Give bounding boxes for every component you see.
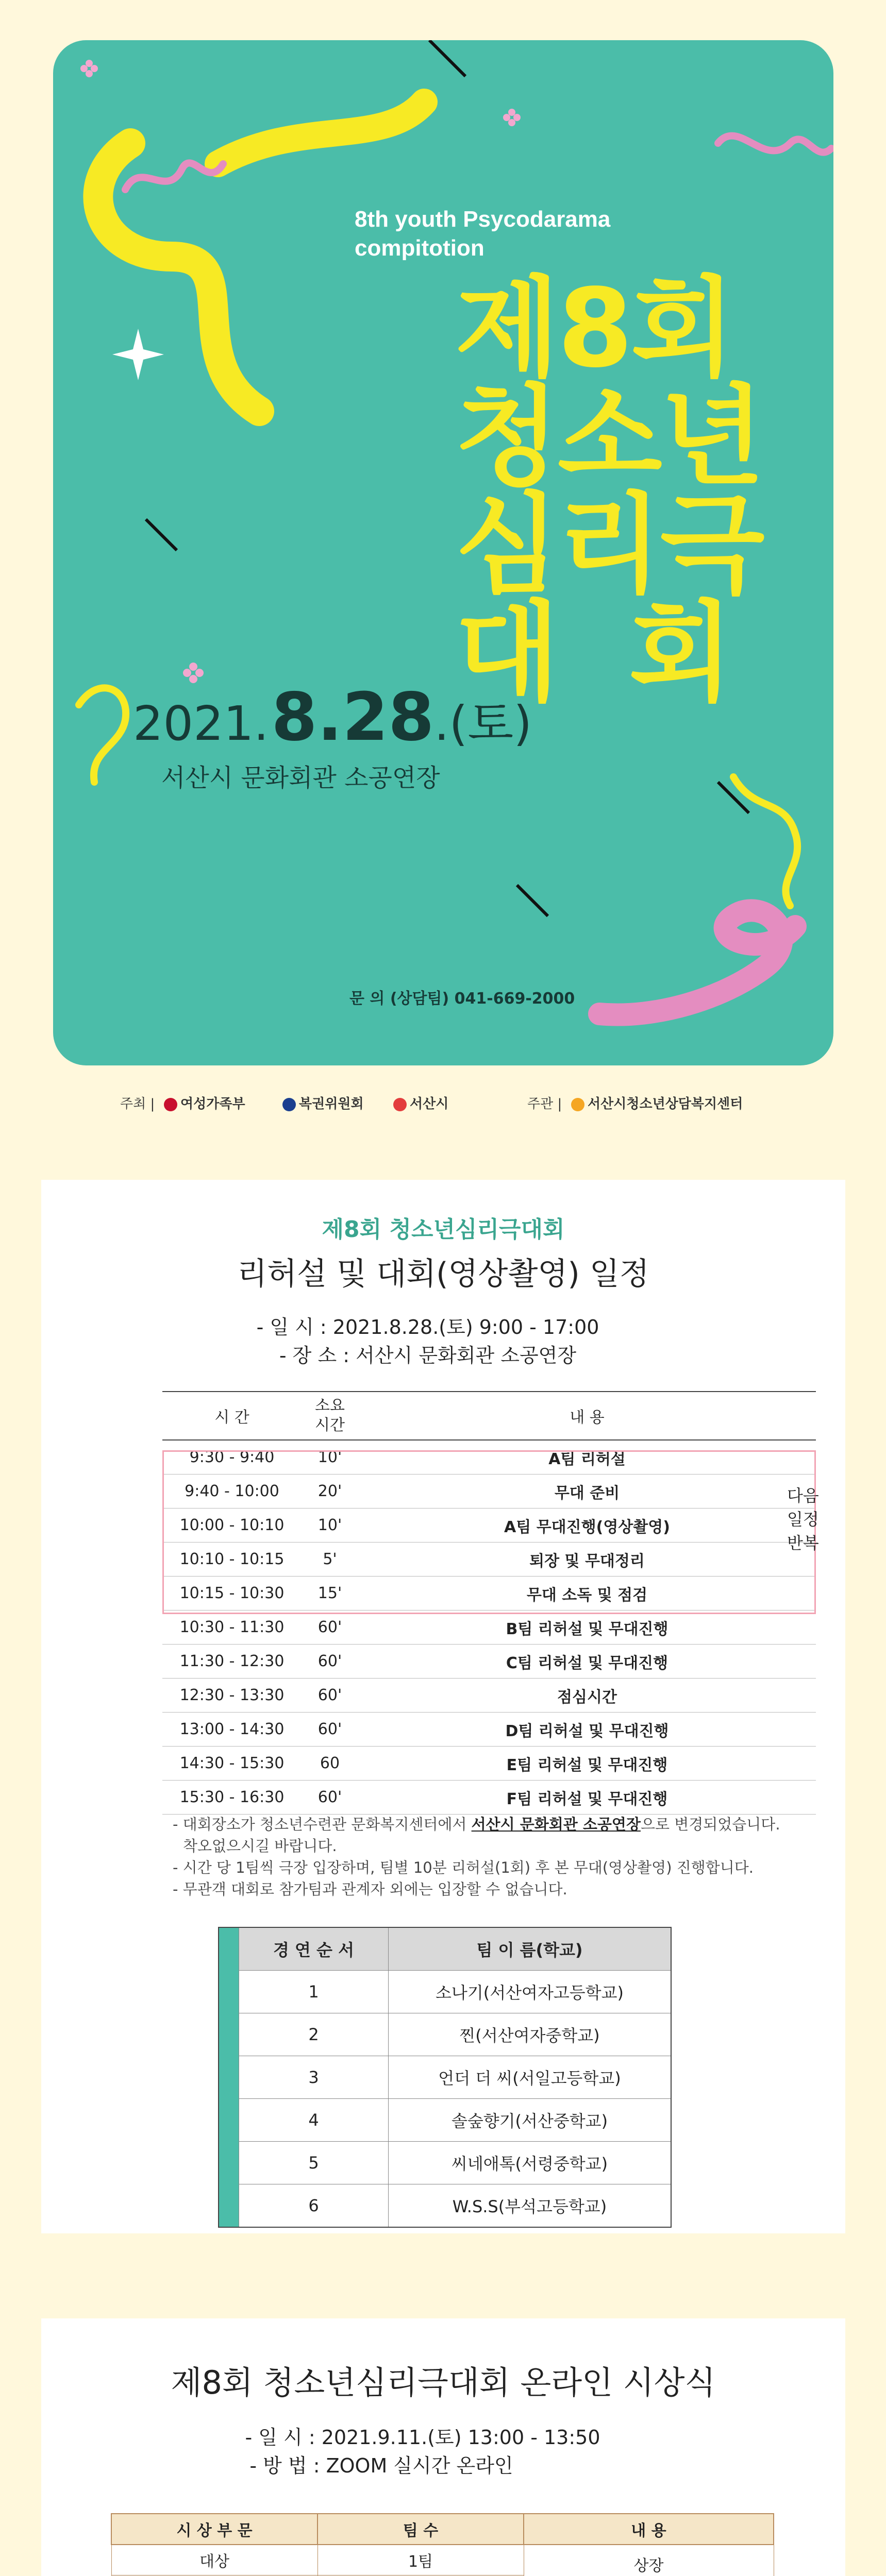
organizer-name: 서산시청소년상담복지센터 <box>588 1096 743 1112</box>
center-logo-icon <box>571 1098 584 1111</box>
date-year: 2021. <box>133 696 269 751</box>
repeat-note-line: 일정 <box>787 1510 819 1529</box>
repeat-note-line: 반복 <box>787 1533 819 1553</box>
schedule-time: 10:30 - 11:30 <box>162 1611 302 1645</box>
team-name: W.S.S(부석고등학교) <box>389 2184 672 2228</box>
note-1-text: - 대회장소가 청소년수련관 문화복지센터에서 <box>173 1816 472 1833</box>
schedule-content: B팀 리허설 및 무대진행 <box>358 1611 816 1645</box>
schedule-content: A팀 리허설 <box>358 1440 816 1475</box>
poster <box>53 40 833 1065</box>
schedule-time: 9:30 - 9:40 <box>162 1440 302 1475</box>
team-order: 3 <box>239 2056 389 2099</box>
team-header-row <box>219 1927 671 1971</box>
host-name-3: 서산시 <box>410 1096 449 1112</box>
column-time: 시 간 <box>162 1392 302 1440</box>
black-line-top <box>429 40 465 76</box>
table-row <box>162 1645 816 1679</box>
organizer-logo <box>571 1093 743 1112</box>
column-order: 경 연 순 서 <box>239 1927 389 1971</box>
table-row <box>219 2013 671 2056</box>
subtitle-line-1: 8th youth Psycodarama <box>355 207 611 232</box>
awards-header-row <box>111 2514 774 2545</box>
column-team-count: 팀 수 <box>317 2514 524 2545</box>
table-row <box>162 1747 816 1781</box>
host-logo-3 <box>393 1093 448 1112</box>
column-duration: 소요 시간 <box>302 1392 358 1440</box>
award-content-1 <box>524 2545 774 2576</box>
table-row <box>219 2184 671 2228</box>
rehearsal-label: 제8회 청소년심리극대회 <box>322 1216 565 1243</box>
pink-squiggle-right <box>718 136 831 152</box>
table-row <box>162 1713 816 1747</box>
column-content: 내 용 <box>358 1392 816 1440</box>
schedule-content: E팀 리허설 및 무대진행 <box>358 1747 816 1781</box>
team-order: 2 <box>239 2013 389 2056</box>
schedule-duration: 60' <box>302 1713 358 1747</box>
black-line-left <box>146 519 177 550</box>
award-count: 1팀 <box>317 2545 524 2575</box>
teal-bar <box>219 1927 239 1971</box>
table-row <box>162 1611 816 1645</box>
yellow-squiggle-top <box>98 143 259 411</box>
note-1-cont: 착오없으시길 바랍니다. <box>183 1837 337 1855</box>
rehearsal-notes <box>173 1814 780 1900</box>
schedule-header-row <box>162 1392 816 1440</box>
ceremony-method: - 방 법 : ZOOM 실시간 온라인 <box>249 2454 513 2477</box>
poster-contact: 문 의 (상담팀) 041-669-2000 <box>349 990 575 1008</box>
subtitle-line-2: compitotion <box>355 235 484 261</box>
sponsor-bar <box>53 1086 833 1117</box>
host-label: 주최 | <box>120 1096 155 1112</box>
table-row <box>162 1781 816 1815</box>
schedule-content: 퇴장 및 무대정리 <box>358 1543 816 1577</box>
dot-cluster-right <box>503 109 521 126</box>
schedule-content: 점심시간 <box>358 1679 816 1713</box>
rehearsal-card <box>41 1180 845 2233</box>
note-2: - 시간 당 1팀씩 극장 입장하며, 팀별 10분 리허설(1회) 후 본 무대(영상촬영) 진행합니다. <box>173 1859 754 1876</box>
table-row <box>219 2099 671 2142</box>
yellow-squiggle-upper <box>218 102 424 164</box>
teal-bar <box>219 2142 239 2184</box>
dot-cluster-top <box>80 60 98 77</box>
teal-bar <box>219 2056 239 2099</box>
schedule-duration: 15' <box>302 1577 358 1611</box>
date-weekday: .(토) <box>434 696 532 751</box>
poster-title-line-2: 청소년 <box>455 374 763 500</box>
host-name-2: 복권위원회 <box>299 1096 364 1112</box>
ceremony-card <box>41 2318 845 2576</box>
column-category: 시 상 부 문 <box>111 2514 317 2545</box>
schedule-duration: 60 <box>302 1747 358 1781</box>
table-row <box>111 2545 774 2575</box>
schedule-duration: 60' <box>302 1645 358 1679</box>
note-1-venue: 서산시 문화회관 소공연장 <box>471 1816 641 1833</box>
table-row <box>162 1679 816 1713</box>
taegeuk-icon <box>164 1098 177 1111</box>
note-3: - 무관객 대회로 참가팀과 관계자 외에는 입장할 수 없습니다. <box>173 1880 567 1898</box>
poster-title-line-1: 제8회 <box>455 265 733 392</box>
schedule-duration: 60' <box>302 1611 358 1645</box>
repeat-highlight-box <box>162 1450 816 1614</box>
team-name: 씨네애톡(서령중학교) <box>389 2142 672 2184</box>
schedule-time: 12:30 - 13:30 <box>162 1679 302 1713</box>
award-category: 대상 <box>111 2545 317 2575</box>
sparkle-icon <box>112 329 164 380</box>
taegeuk-icon <box>282 1098 296 1111</box>
schedule-content: A팀 무대진행(영상촬영) <box>358 1509 816 1543</box>
rehearsal-title: 리허설 및 대회(영상촬영) 일정 <box>237 1256 649 1292</box>
schedule-duration: 10' <box>302 1440 358 1475</box>
schedule-time: 10:15 - 10:30 <box>162 1577 302 1611</box>
schedule-time: 11:30 - 12:30 <box>162 1645 302 1679</box>
table-row <box>219 2142 671 2184</box>
content-line: 상장 <box>633 2556 664 2575</box>
team-order-table <box>218 1927 672 2228</box>
poster-subtitle <box>355 205 610 263</box>
awards-table <box>111 2513 774 2576</box>
repeat-note <box>787 1484 819 1555</box>
poster-date <box>133 679 532 756</box>
pink-squiggle-bottom <box>599 910 795 1014</box>
team-name: 언더 더 씨(서일고등학교) <box>389 2056 672 2099</box>
schedule-duration: 5' <box>302 1543 358 1577</box>
teal-bar <box>219 1971 239 2013</box>
table-row <box>219 1971 671 2013</box>
team-order: 4 <box>239 2099 389 2142</box>
note-1 <box>173 1814 780 1835</box>
column-team: 팀 이 름(학교) <box>389 1927 672 1971</box>
rehearsal-date: - 일 시 : 2021.8.28.(토) 9:00 - 17:00 <box>256 1316 599 1338</box>
schedule-content: 무대 소독 및 점검 <box>358 1577 816 1611</box>
teal-bar <box>219 2013 239 2056</box>
schedule-content: C팀 리허설 및 무대진행 <box>358 1645 816 1679</box>
note-1-tail: 으로 변경되었습니다. <box>640 1816 780 1833</box>
schedule-duration: 20' <box>302 1475 358 1509</box>
seosan-logo-icon <box>393 1098 407 1111</box>
yellow-squiggle-right <box>733 777 797 906</box>
schedule-time: 14:30 - 15:30 <box>162 1747 302 1781</box>
poster-title-line-3: 심리극 <box>455 482 763 608</box>
schedule-duration: 60' <box>302 1679 358 1713</box>
schedule-time: 13:00 - 14:30 <box>162 1713 302 1747</box>
poster-venue: 서산시 문화회관 소공연장 <box>161 764 440 792</box>
repeat-note-line: 다음 <box>787 1486 819 1505</box>
rehearsal-place: - 장 소 : 서산시 문화회관 소공연장 <box>279 1344 577 1367</box>
schedule-time: 15:30 - 16:30 <box>162 1781 302 1815</box>
schedule-time: 10:00 - 10:10 <box>162 1509 302 1543</box>
host-logo-1 <box>164 1093 245 1112</box>
column-award-content: 내 용 <box>524 2514 774 2545</box>
yellow-squiggle-left <box>79 688 126 782</box>
team-name: 솔숲향기(서산중학교) <box>389 2099 672 2142</box>
team-name: 소나기(서산여자고등학교) <box>389 1971 672 2013</box>
team-order: 6 <box>239 2184 389 2228</box>
schedule-content: D팀 리허설 및 무대진행 <box>358 1713 816 1747</box>
schedule-time: 9:40 - 10:00 <box>162 1475 302 1509</box>
team-order: 1 <box>239 1971 389 2013</box>
teal-bar <box>219 2099 239 2142</box>
schedule-content: 무대 준비 <box>358 1475 816 1509</box>
organizer-label: 주관 | <box>527 1096 562 1112</box>
team-name: 찐(서산여자중학교) <box>389 2013 672 2056</box>
ceremony-date: - 일 시 : 2021.9.11.(토) 13:00 - 13:50 <box>245 2426 600 2449</box>
teal-bar <box>219 2184 239 2228</box>
schedule-duration: 60' <box>302 1781 358 1815</box>
host-name-1: 여성가족부 <box>180 1096 245 1112</box>
schedule-content: F팀 리허설 및 무대진행 <box>358 1781 816 1815</box>
team-order: 5 <box>239 2142 389 2184</box>
poster-title-line-4: 대 회 <box>455 590 731 716</box>
ceremony-title: 제8회 청소년심리극대회 온라인 시상식 <box>171 2364 716 2401</box>
black-line-bottom <box>517 885 548 916</box>
date-month-day: 8.28 <box>271 679 434 756</box>
schedule-duration: 10' <box>302 1509 358 1543</box>
table-row <box>219 2056 671 2099</box>
host-logo-2 <box>282 1093 364 1112</box>
schedule-time: 10:10 - 10:15 <box>162 1543 302 1577</box>
